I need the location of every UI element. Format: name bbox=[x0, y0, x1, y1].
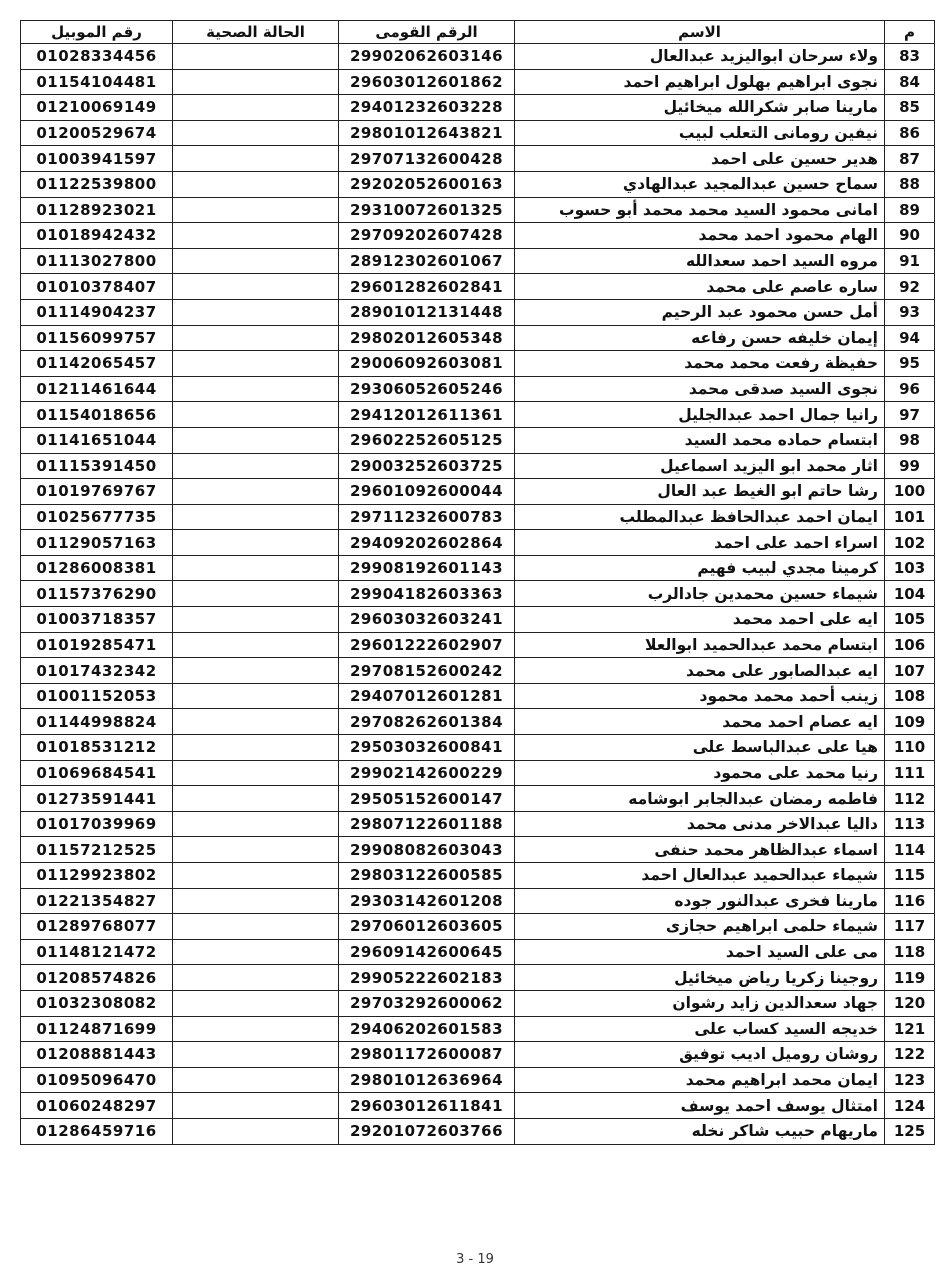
name-cell: ايه عبدالصابور على محمد bbox=[515, 658, 885, 684]
table-row bbox=[21, 274, 935, 300]
table-row bbox=[21, 555, 935, 581]
health-status-cell bbox=[173, 402, 339, 428]
health-status-cell bbox=[173, 427, 339, 453]
mobile-cell: 01001152053 bbox=[21, 683, 173, 709]
table-row bbox=[21, 504, 935, 530]
name-cell: اسراء احمد على احمد bbox=[515, 530, 885, 556]
health-status-cell bbox=[173, 683, 339, 709]
health-status-cell bbox=[173, 325, 339, 351]
name-cell: امتثال يوسف احمد يوسف bbox=[515, 1093, 885, 1119]
national-id-cell: 29003252603725 bbox=[339, 453, 515, 479]
national-id-cell: 29601222602907 bbox=[339, 632, 515, 658]
serial-cell: 123 bbox=[885, 1067, 935, 1093]
national-id-cell: 29303142601208 bbox=[339, 888, 515, 914]
health-status-cell bbox=[173, 504, 339, 530]
serial-cell: 100 bbox=[885, 479, 935, 505]
serial-cell: 119 bbox=[885, 965, 935, 991]
mobile-cell: 01144998824 bbox=[21, 709, 173, 735]
name-cell: شيماء حسين محمدين جادالرب bbox=[515, 581, 885, 607]
name-cell: نيفين رومانى التعلب لبيب bbox=[515, 120, 885, 146]
table-row bbox=[21, 376, 935, 402]
serial-cell: 101 bbox=[885, 504, 935, 530]
national-id-cell: 29807122601188 bbox=[339, 811, 515, 837]
health-status-cell bbox=[173, 837, 339, 863]
national-id-cell: 28912302601067 bbox=[339, 248, 515, 274]
mobile-cell: 01157212525 bbox=[21, 837, 173, 863]
serial-cell: 124 bbox=[885, 1093, 935, 1119]
health-status-cell bbox=[173, 274, 339, 300]
serial-cell: 120 bbox=[885, 990, 935, 1016]
health-status-cell bbox=[173, 709, 339, 735]
name-cell: خديجه السيد كساب على bbox=[515, 1016, 885, 1042]
table-row bbox=[21, 1016, 935, 1042]
national-id-cell: 29902062603146 bbox=[339, 44, 515, 70]
health-status-cell bbox=[173, 735, 339, 761]
name-cell: أمل حسن محمود عبد الرحيم bbox=[515, 299, 885, 325]
serial-cell: 111 bbox=[885, 760, 935, 786]
name-cell: فاطمه رمضان عبدالجابر ابوشامه bbox=[515, 786, 885, 812]
mobile-cell: 01208574826 bbox=[21, 965, 173, 991]
health-status-cell bbox=[173, 197, 339, 223]
serial-cell: 108 bbox=[885, 683, 935, 709]
health-status-cell bbox=[173, 120, 339, 146]
page-number: 3 - 19 bbox=[456, 1252, 494, 1267]
table-row bbox=[21, 223, 935, 249]
serial-cell: 113 bbox=[885, 811, 935, 837]
serial-cell: 89 bbox=[885, 197, 935, 223]
name-cell: ماريهام حبيب شاكر نخله bbox=[515, 1118, 885, 1144]
mobile-cell: 01141651044 bbox=[21, 427, 173, 453]
serial-cell: 87 bbox=[885, 146, 935, 172]
national-id-cell: 29602252605125 bbox=[339, 427, 515, 453]
health-status-cell bbox=[173, 760, 339, 786]
mobile-cell: 01154018656 bbox=[21, 402, 173, 428]
name-cell: ايه عصام احمد محمد bbox=[515, 709, 885, 735]
national-id-cell: 29801012636964 bbox=[339, 1067, 515, 1093]
table-row bbox=[21, 709, 935, 735]
table-row bbox=[21, 120, 935, 146]
table-row bbox=[21, 146, 935, 172]
serial-cell: 125 bbox=[885, 1118, 935, 1144]
serial-cell: 110 bbox=[885, 735, 935, 761]
national-id-cell: 29603032603241 bbox=[339, 607, 515, 633]
serial-cell: 97 bbox=[885, 402, 935, 428]
name-cell: رانيا جمال احمد عبدالجليل bbox=[515, 402, 885, 428]
national-id-cell: 29603012601862 bbox=[339, 69, 515, 95]
table-row bbox=[21, 965, 935, 991]
table-row bbox=[21, 1067, 935, 1093]
mobile-cell: 01003718357 bbox=[21, 607, 173, 633]
national-id-cell: 29711232600783 bbox=[339, 504, 515, 530]
table-row bbox=[21, 44, 935, 70]
mobile-cell: 01069684541 bbox=[21, 760, 173, 786]
name-cell: مارينا فخرى عبدالنور جوده bbox=[515, 888, 885, 914]
serial-cell: 94 bbox=[885, 325, 935, 351]
health-status-cell bbox=[173, 146, 339, 172]
national-id-cell: 29406202601583 bbox=[339, 1016, 515, 1042]
health-status-cell bbox=[173, 914, 339, 940]
name-cell: شيماء عبدالحميد عبدالعال احمد bbox=[515, 863, 885, 889]
table-row bbox=[21, 479, 935, 505]
health-status-cell bbox=[173, 632, 339, 658]
serial-cell: 92 bbox=[885, 274, 935, 300]
header-health-status: الحالة الصحية bbox=[173, 21, 339, 44]
serial-cell: 121 bbox=[885, 1016, 935, 1042]
name-cell: ايمان احمد عبدالحافظ عبدالمطلب bbox=[515, 504, 885, 530]
national-id-cell: 29707132600428 bbox=[339, 146, 515, 172]
name-cell: زينب أحمد محمد محمود bbox=[515, 683, 885, 709]
mobile-cell: 01129057163 bbox=[21, 530, 173, 556]
table-row bbox=[21, 299, 935, 325]
serial-cell: 106 bbox=[885, 632, 935, 658]
serial-cell: 105 bbox=[885, 607, 935, 633]
health-status-cell bbox=[173, 888, 339, 914]
national-id-cell: 29802012605348 bbox=[339, 325, 515, 351]
name-cell: مروه السيد احمد سعدالله bbox=[515, 248, 885, 274]
national-id-cell: 29708152600242 bbox=[339, 658, 515, 684]
mobile-cell: 01032308082 bbox=[21, 990, 173, 1016]
mobile-cell: 01148121472 bbox=[21, 939, 173, 965]
health-status-cell bbox=[173, 1093, 339, 1119]
health-status-cell bbox=[173, 939, 339, 965]
mobile-cell: 01019285471 bbox=[21, 632, 173, 658]
health-status-cell bbox=[173, 1042, 339, 1068]
table-row bbox=[21, 683, 935, 709]
table-header-row bbox=[21, 21, 935, 44]
national-id-cell: 29902142600229 bbox=[339, 760, 515, 786]
mobile-cell: 01210069149 bbox=[21, 95, 173, 121]
national-id-cell: 29703292600062 bbox=[339, 990, 515, 1016]
name-cell: هدير حسين على احمد bbox=[515, 146, 885, 172]
national-id-cell: 29306052605246 bbox=[339, 376, 515, 402]
table-row bbox=[21, 171, 935, 197]
name-cell: نجوى ابراهيم بهلول ابراهيم احمد bbox=[515, 69, 885, 95]
name-cell: مى على السيد احمد bbox=[515, 939, 885, 965]
table-row bbox=[21, 939, 935, 965]
name-cell: اثار محمد ابو اليزيد اسماعيل bbox=[515, 453, 885, 479]
national-id-cell: 29601092600044 bbox=[339, 479, 515, 505]
national-id-cell: 29603012611841 bbox=[339, 1093, 515, 1119]
serial-cell: 90 bbox=[885, 223, 935, 249]
header-national-id: الرقم القومى bbox=[339, 21, 515, 44]
health-status-cell bbox=[173, 530, 339, 556]
serial-cell: 98 bbox=[885, 427, 935, 453]
national-id-cell: 29601282602841 bbox=[339, 274, 515, 300]
mobile-cell: 01221354827 bbox=[21, 888, 173, 914]
roster-sheet bbox=[20, 20, 934, 1145]
health-status-cell bbox=[173, 1067, 339, 1093]
serial-cell: 91 bbox=[885, 248, 935, 274]
mobile-cell: 01156099757 bbox=[21, 325, 173, 351]
name-cell: داليا عبدالاخر مدنى محمد bbox=[515, 811, 885, 837]
mobile-cell: 01128923021 bbox=[21, 197, 173, 223]
serial-cell: 116 bbox=[885, 888, 935, 914]
national-id-cell: 28901012131448 bbox=[339, 299, 515, 325]
name-cell: ابتسام حماده محمد السيد bbox=[515, 427, 885, 453]
serial-cell: 114 bbox=[885, 837, 935, 863]
table-row bbox=[21, 351, 935, 377]
serial-cell: 104 bbox=[885, 581, 935, 607]
health-status-cell bbox=[173, 990, 339, 1016]
mobile-cell: 01060248297 bbox=[21, 1093, 173, 1119]
table-row bbox=[21, 1042, 935, 1068]
mobile-cell: 01017039969 bbox=[21, 811, 173, 837]
health-status-cell bbox=[173, 248, 339, 274]
national-id-cell: 29505152600147 bbox=[339, 786, 515, 812]
mobile-cell: 01018531212 bbox=[21, 735, 173, 761]
serial-cell: 122 bbox=[885, 1042, 935, 1068]
national-id-cell: 29706012603605 bbox=[339, 914, 515, 940]
national-id-cell: 29908082603043 bbox=[339, 837, 515, 863]
health-status-cell bbox=[173, 479, 339, 505]
serial-cell: 109 bbox=[885, 709, 935, 735]
name-cell: روشان روميل اديب توفيق bbox=[515, 1042, 885, 1068]
national-id-cell: 29905222602183 bbox=[339, 965, 515, 991]
mobile-cell: 01018942432 bbox=[21, 223, 173, 249]
national-id-cell: 29202052600163 bbox=[339, 171, 515, 197]
table-row bbox=[21, 427, 935, 453]
mobile-cell: 01122539800 bbox=[21, 171, 173, 197]
mobile-cell: 01113027800 bbox=[21, 248, 173, 274]
national-id-cell: 29708262601384 bbox=[339, 709, 515, 735]
table-row bbox=[21, 914, 935, 940]
serial-cell: 117 bbox=[885, 914, 935, 940]
name-cell: سماح حسين عبدالمجيد عبدالهادي bbox=[515, 171, 885, 197]
mobile-cell: 01273591441 bbox=[21, 786, 173, 812]
serial-cell: 102 bbox=[885, 530, 935, 556]
health-status-cell bbox=[173, 223, 339, 249]
mobile-cell: 01115391450 bbox=[21, 453, 173, 479]
health-status-cell bbox=[173, 1016, 339, 1042]
header-name: الاسم bbox=[515, 21, 885, 44]
table-row bbox=[21, 95, 935, 121]
health-status-cell bbox=[173, 863, 339, 889]
name-cell: رنيا محمد على محمود bbox=[515, 760, 885, 786]
national-id-cell: 29412012611361 bbox=[339, 402, 515, 428]
serial-cell: 107 bbox=[885, 658, 935, 684]
mobile-cell: 01003941597 bbox=[21, 146, 173, 172]
health-status-cell bbox=[173, 376, 339, 402]
health-status-cell bbox=[173, 581, 339, 607]
mobile-cell: 01200529674 bbox=[21, 120, 173, 146]
table-row bbox=[21, 530, 935, 556]
name-cell: روجينا زكريا رياض ميخائيل bbox=[515, 965, 885, 991]
table-row bbox=[21, 735, 935, 761]
health-status-cell bbox=[173, 555, 339, 581]
national-id-cell: 29904182603363 bbox=[339, 581, 515, 607]
name-cell: هيا على عبدالباسط على bbox=[515, 735, 885, 761]
table-row bbox=[21, 888, 935, 914]
name-cell: امانى محمود السيد محمد محمد أبو حسوب bbox=[515, 197, 885, 223]
mobile-cell: 01114904237 bbox=[21, 299, 173, 325]
serial-cell: 86 bbox=[885, 120, 935, 146]
mobile-cell: 01286459716 bbox=[21, 1118, 173, 1144]
table-row bbox=[21, 863, 935, 889]
table-row bbox=[21, 325, 935, 351]
serial-cell: 99 bbox=[885, 453, 935, 479]
national-id-cell: 29401232603228 bbox=[339, 95, 515, 121]
table-body bbox=[21, 44, 935, 1145]
table-row bbox=[21, 760, 935, 786]
mobile-cell: 01142065457 bbox=[21, 351, 173, 377]
name-cell: ابتسام محمد عبدالحميد ابوالعلا bbox=[515, 632, 885, 658]
mobile-cell: 01095096470 bbox=[21, 1067, 173, 1093]
national-id-cell: 29908192601143 bbox=[339, 555, 515, 581]
serial-cell: 112 bbox=[885, 786, 935, 812]
national-id-cell: 29409202602864 bbox=[339, 530, 515, 556]
name-cell: إيمان خليفه حسن رفاعه bbox=[515, 325, 885, 351]
mobile-cell: 01157376290 bbox=[21, 581, 173, 607]
name-cell: مارينا صابر شكرالله ميخائيل bbox=[515, 95, 885, 121]
national-id-cell: 29801172600087 bbox=[339, 1042, 515, 1068]
national-id-cell: 29803122600585 bbox=[339, 863, 515, 889]
mobile-cell: 01025677735 bbox=[21, 504, 173, 530]
serial-cell: 88 bbox=[885, 171, 935, 197]
health-status-cell bbox=[173, 607, 339, 633]
health-status-cell bbox=[173, 44, 339, 70]
name-cell: نجوى السيد صدقى محمد bbox=[515, 376, 885, 402]
table-row bbox=[21, 197, 935, 223]
name-cell: كرمينا مجدي لبيب فهيم bbox=[515, 555, 885, 581]
health-status-cell bbox=[173, 453, 339, 479]
national-id-cell: 29609142600645 bbox=[339, 939, 515, 965]
table-row bbox=[21, 581, 935, 607]
roster-table bbox=[20, 20, 935, 1145]
table-row bbox=[21, 402, 935, 428]
table-row bbox=[21, 811, 935, 837]
table-row bbox=[21, 632, 935, 658]
health-status-cell bbox=[173, 69, 339, 95]
mobile-cell: 01289768077 bbox=[21, 914, 173, 940]
name-cell: ايه على احمد محمد bbox=[515, 607, 885, 633]
health-status-cell bbox=[173, 811, 339, 837]
national-id-cell: 29006092603081 bbox=[339, 351, 515, 377]
table-row bbox=[21, 453, 935, 479]
health-status-cell bbox=[173, 351, 339, 377]
mobile-cell: 01211461644 bbox=[21, 376, 173, 402]
table-row bbox=[21, 990, 935, 1016]
table-row bbox=[21, 786, 935, 812]
table-row bbox=[21, 607, 935, 633]
health-status-cell bbox=[173, 658, 339, 684]
name-cell: اسماء عبدالظاهر محمد حنفى bbox=[515, 837, 885, 863]
health-status-cell bbox=[173, 299, 339, 325]
name-cell: ايمان محمد ابراهيم محمد bbox=[515, 1067, 885, 1093]
table-row bbox=[21, 1118, 935, 1144]
health-status-cell bbox=[173, 1118, 339, 1144]
serial-cell: 83 bbox=[885, 44, 935, 70]
mobile-cell: 01028334456 bbox=[21, 44, 173, 70]
health-status-cell bbox=[173, 95, 339, 121]
national-id-cell: 29407012601281 bbox=[339, 683, 515, 709]
table-row bbox=[21, 837, 935, 863]
mobile-cell: 01019769767 bbox=[21, 479, 173, 505]
serial-cell: 93 bbox=[885, 299, 935, 325]
health-status-cell bbox=[173, 171, 339, 197]
serial-cell: 84 bbox=[885, 69, 935, 95]
serial-cell: 95 bbox=[885, 351, 935, 377]
mobile-cell: 01017432342 bbox=[21, 658, 173, 684]
name-cell: رشا حاتم ابو الغيط عبد العال bbox=[515, 479, 885, 505]
health-status-cell bbox=[173, 786, 339, 812]
header-mobile: رقم الموبيل bbox=[21, 21, 173, 44]
table-row bbox=[21, 1093, 935, 1119]
mobile-cell: 01129923802 bbox=[21, 863, 173, 889]
serial-cell: 85 bbox=[885, 95, 935, 121]
table-row bbox=[21, 248, 935, 274]
mobile-cell: 01124871699 bbox=[21, 1016, 173, 1042]
name-cell: حفيظة رفعت محمد محمد bbox=[515, 351, 885, 377]
serial-cell: 115 bbox=[885, 863, 935, 889]
national-id-cell: 29503032600841 bbox=[339, 735, 515, 761]
serial-cell: 103 bbox=[885, 555, 935, 581]
mobile-cell: 01286008381 bbox=[21, 555, 173, 581]
table-row bbox=[21, 69, 935, 95]
mobile-cell: 01154104481 bbox=[21, 69, 173, 95]
mobile-cell: 01208881443 bbox=[21, 1042, 173, 1068]
health-status-cell bbox=[173, 965, 339, 991]
name-cell: ولاء سرحان ابواليزيد عبدالعال bbox=[515, 44, 885, 70]
national-id-cell: 29709202607428 bbox=[339, 223, 515, 249]
national-id-cell: 29310072601325 bbox=[339, 197, 515, 223]
table-row bbox=[21, 658, 935, 684]
serial-cell: 96 bbox=[885, 376, 935, 402]
name-cell: جهاد سعدالدين زايد رشوان bbox=[515, 990, 885, 1016]
national-id-cell: 29801012643821 bbox=[339, 120, 515, 146]
serial-cell: 118 bbox=[885, 939, 935, 965]
name-cell: شيماء حلمى ابراهيم حجازى bbox=[515, 914, 885, 940]
name-cell: الهام محمود احمد محمد bbox=[515, 223, 885, 249]
name-cell: ساره عاصم على محمد bbox=[515, 274, 885, 300]
national-id-cell: 29201072603766 bbox=[339, 1118, 515, 1144]
header-serial: م bbox=[885, 21, 935, 44]
mobile-cell: 01010378407 bbox=[21, 274, 173, 300]
